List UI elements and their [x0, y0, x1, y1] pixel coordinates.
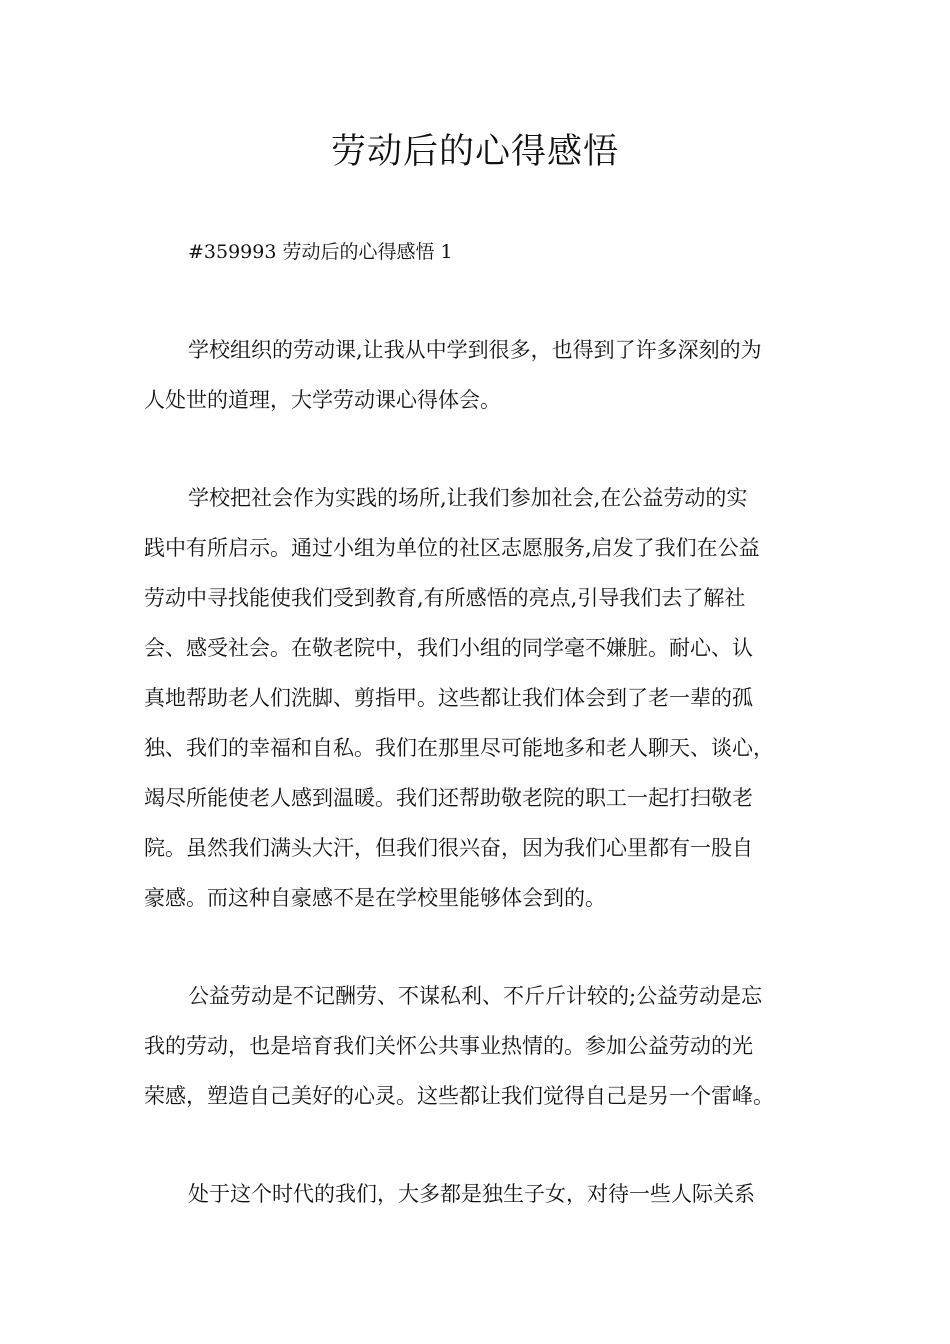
section-heading: #359993 劳动后的心得感悟 1: [188, 241, 453, 263]
paragraph-line: 荣感，塑造自己美好的心灵。这些都让我们觉得自己是另一个雷峰。: [144, 1084, 774, 1108]
paragraph-line: 学校把社会作为实践的场所,让我们参加社会,在公益劳动的实: [188, 486, 748, 510]
paragraph-line: 人处世的道理，大学劳动课心得体会。: [144, 388, 501, 412]
paragraph-line: 会、感受社会。在敬老院中，我们小组的同学毫不嫌脏。耐心、认: [144, 636, 753, 660]
paragraph-3: [144, 971, 814, 1121]
paragraph-line: 真地帮助老人们洗脚、剪指甲。这些都让我们体会到了老一辈的孤: [144, 686, 753, 710]
paragraph-line: 公益劳动是不记酬劳、不谋私利、不斤斤计较的;公益劳动是忘: [188, 984, 763, 1008]
paragraph-line: 独、我们的幸福和自私。我们在那里尽可能地多和老人聊天、谈心，: [144, 736, 774, 760]
paragraph-1: [144, 325, 814, 425]
paragraph-line: 我的劳动，也是培育我们关怀公共事业热情的。参加公益劳动的光: [144, 1034, 753, 1058]
paragraph-line: 竭尽所能使老人感到温暖。我们还帮助敬老院的职工一起打扫敬老: [144, 786, 753, 810]
paragraph-line: 处于这个时代的我们，大多都是独生子女，对待一些人际关系: [188, 1182, 755, 1206]
paragraph-2: [144, 473, 814, 923]
paragraph-line: 学校组织的劳动课,让我从中学到很多，也得到了许多深刻的为: [188, 338, 762, 362]
paragraph-line: 院。虽然我们满头大汗，但我们很兴奋，因为我们心里都有一股自: [144, 836, 753, 860]
paragraph-4: [144, 1169, 814, 1219]
paragraph-line: 劳动中寻找能使我们受到教育,有所感悟的亮点,引导我们去了解社: [144, 586, 746, 610]
paragraph-line: 践中有所启示。通过小组为单位的社区志愿服务,启发了我们在公益: [144, 536, 760, 560]
document-title: 劳动后的心得感悟: [330, 132, 619, 172]
paragraph-line: 豪感。而这种自豪感不是在学校里能够体会到的。: [144, 886, 606, 910]
